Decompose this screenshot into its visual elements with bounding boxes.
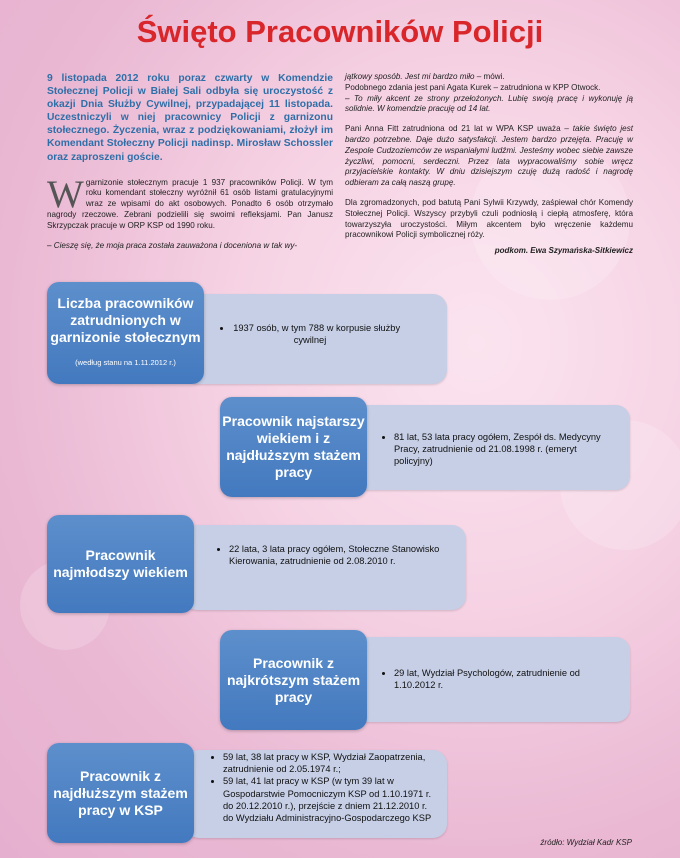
stat-info-box <box>183 525 466 610</box>
article-right-column <box>345 72 633 255</box>
article-left-column <box>47 72 333 251</box>
stat-item: • 81 lat, 53 lata pracy ogółem, Zespół ds. Medycyny Pracy, zatrudnienie od 21.08.1998 r. (emeryt policyjny) <box>394 431 614 468</box>
stat-label-box <box>47 743 194 843</box>
stat-item: • 22 lata, 3 lata pracy ogółem, Stołeczne Stanowisko Kierowania, zatrudnienie od 2.08.2010 r. <box>229 543 449 567</box>
quote-attribution: – mówi. <box>474 72 505 81</box>
quote-text: takie święto jest bardzo potrzebne. Daje dużo satysfakcji. Jestem bardzo przejęta. Pracuję w Zespole Cudzoziemców ze wspaniałymi ludźmi. Jesteśmy wobec siebie zawsze życzliwi, pomocni, serdeczni. Przez lata wypracowaliśmy sobie wręcz przyjacielskie kontakty. W dniu dzisiejszym czuję dużą radość i nagrodę odbieram za całą naszą grupę. <box>345 124 633 188</box>
stat-item: • 59 lat, 38 lat pracy w KSP, Wydział Zaopatrzenia, zatrudnienie od 2.05.1974 r.; <box>223 751 433 775</box>
stat-note: (według stanu na 1.11.2012 r.) <box>75 358 176 367</box>
stat-item: • 1937 osób, w tym 788 w korpusie służby cywilnej <box>215 322 405 346</box>
stat-label: Pracownik najstarszy wiekiem i z najdłuższym stażem pracy <box>222 413 365 480</box>
article-lead: 9 listopada 2012 roku poraz czwarty w Komendzie Stołecznej Policji w Białej Sali odbyła się uroczystość z okazji Dnia Służby Cywilnej, przypadającej 11 listopada. Uczestniczyli w niej pracownicy Policji z garnizonu stołecznego. Życzenia, wraz z podziękowaniami, złożył im Komendant Stołeczny Policji nadinsp. Mirosław Schossler oraz zaproszeni goście. <box>47 73 333 163</box>
stat-label: Pracownik z najdłuższym stażem pracy w KSP <box>53 767 188 818</box>
drop-cap: W <box>47 172 84 216</box>
stat-info-box <box>352 405 630 490</box>
article-paragraph: garnizonie stołecznym pracuje 1 937 pracowników Policji. W tym roku komendant stołeczny wyróżnił 61 osób listami gratulacyjnymi wraz ze wpisami do akt osobowych. Ponadto 6 osób otrzymało nagrody rzeczowe. Zebrani podzielili się swoimi refleksjami. Pan Janusz Skrzypczak pracuje w ORP KSP od 1990 roku. <box>47 177 333 230</box>
stat-item: • 59 lat, 41 lat pracy w KSP (w tym 39 lat w Gospodarstwie Pomocniczym KSP od 1.10.1971 r. do 20.12.2010 r.), przejście z dniem 21.12.2010 r. do Wydziału Administracyjno-Gospodarczego KSP <box>223 775 433 824</box>
stat-info-box <box>185 750 447 838</box>
stat-info-box <box>352 637 630 722</box>
article-paragraph: Pani Anna Fitt zatrudniona od 21 lat w WPA KSP uważa – <box>345 124 573 134</box>
page-title: Święto Pracowników Policji <box>136 14 544 49</box>
article-paragraph: Dla zgromadzonych, pod batutą Pani Sylwii Krzywdy, zaśpiewał chór Komendy Stołecznej Policji. Wszyscy przybyli czuli podniosłą i ciepłą atmosferę, która towarzyszyła uroczystości. Miłym akcentem było wręczenie każdemu pracownikowi Policji symbolicznej róży. <box>345 197 633 240</box>
stat-label: Pracownik najmłodszy wiekiem <box>53 547 188 580</box>
author-signature: podkom. Ewa Szymańska-Sitkiewicz <box>494 246 633 256</box>
stat-label-box <box>47 282 204 384</box>
article-paragraph: – Cieszę się, że moja praca została zauważona i doceniona w tak wy- <box>47 240 298 250</box>
stat-label-box <box>47 515 194 613</box>
source-note: źródło: Wydział Kadr KSP <box>540 838 632 847</box>
stat-item: • 29 lat, Wydział Psychologów, zatrudnienie od 1.10.2012 r. <box>394 667 614 691</box>
article-paragraph: Podobnego zdania jest pani Agata Kurek – zatrudniona w KPP Otwock. <box>345 82 601 92</box>
stat-label: Liczba pracowników zatrudnionych w garnizonie stołecznym <box>50 295 201 345</box>
article-body-left <box>47 172 333 252</box>
stat-label-box <box>220 397 367 497</box>
stat-info-box <box>185 294 447 384</box>
stat-label-box <box>220 630 367 730</box>
quote-text: – To miły akcent ze strony przełożonych. Lubię swoją pracę i wykonuję ją solidnie. W komendzie pracuję od 14 lat. <box>345 93 633 114</box>
stat-label: Pracownik z najkrótszym stażem pracy <box>226 654 361 705</box>
quote-text: jątkowy sposób. Jest mi bardzo miło <box>345 72 475 81</box>
